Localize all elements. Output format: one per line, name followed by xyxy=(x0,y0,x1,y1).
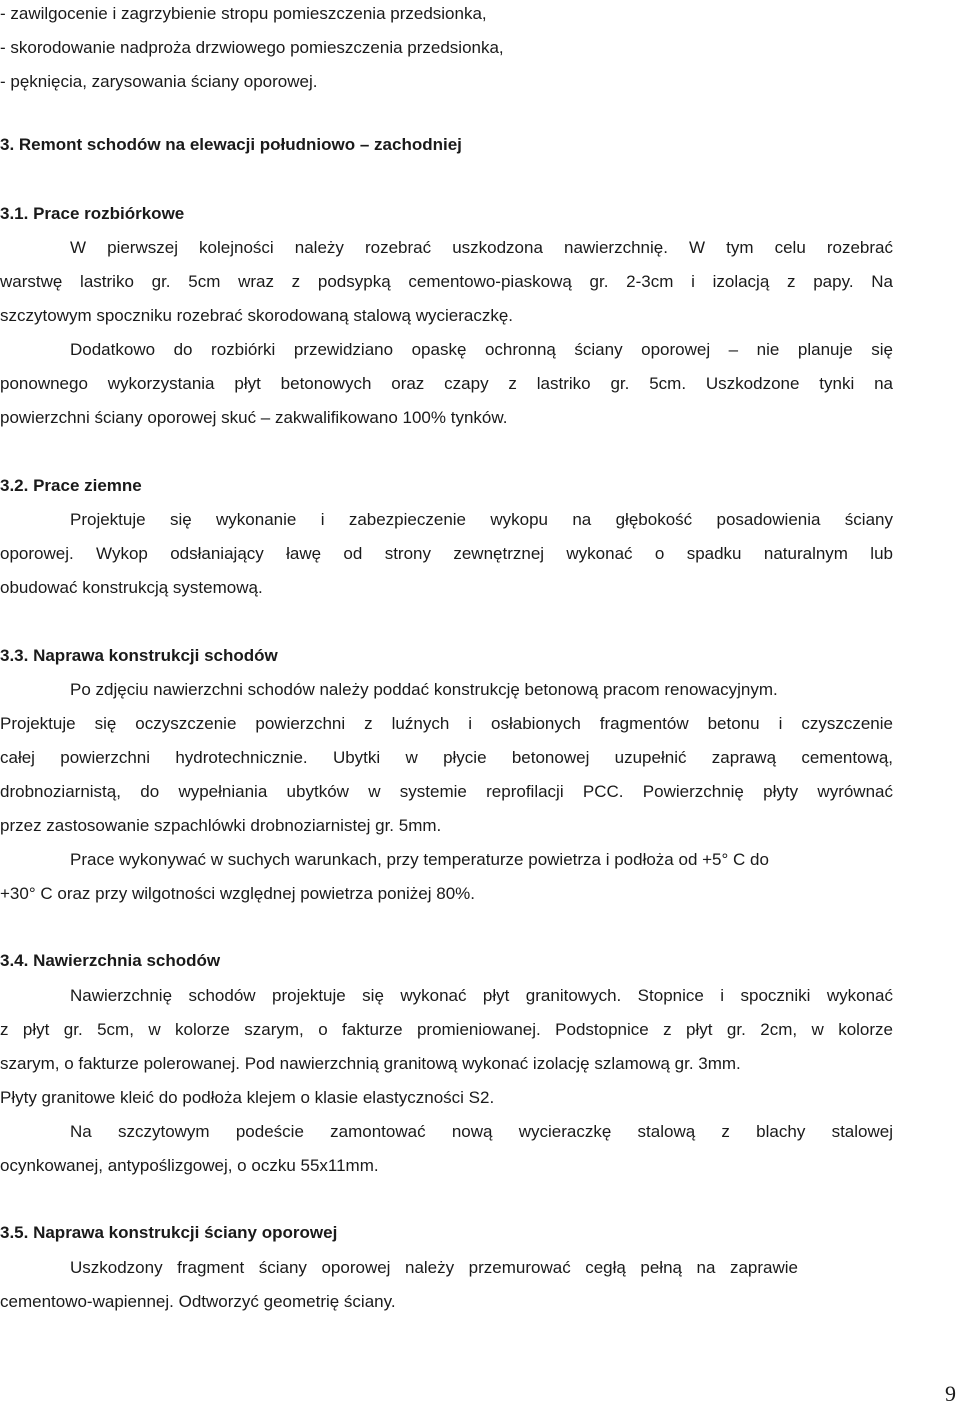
text-line: Na szczytowym podeście zamontować nową wycieraczkę stalową z blachy stalowej xyxy=(70,1122,893,1141)
text-line: Prace wykonywać w suchych warunkach, przy temperaturze powietrza i podłoża od +5° C do xyxy=(70,850,769,869)
text-line: Dodatkowo do rozbiórki przewidziano opaskę ochronną ściany oporowej – nie planuje się xyxy=(70,340,893,359)
text-line: Po zdjęciu nawierzchni schodów należy poddać konstrukcję betonową pracom renowacyjnym. xyxy=(70,680,778,699)
text-line: szczytowym spoczniku rozebrać skorodowaną stalową wycieraczkę. xyxy=(0,306,514,325)
text-line: Uszkodzony fragment ściany oporowej należy przemurować cegłą pełną na zaprawie xyxy=(70,1258,798,1277)
subsection-heading: 3.3. Naprawa konstrukcji schodów xyxy=(0,646,278,665)
text-line: ocynkowanej, antypoślizgowej, o oczku 55x11mm. xyxy=(0,1156,379,1175)
text-line: przez zastosowanie szpachlówki drobnoziarnistej gr. 5mm. xyxy=(0,816,442,835)
subsection-heading: 3.1. Prace rozbiórkowe xyxy=(0,204,185,223)
text-line: - zawilgocenie i zagrzybienie stropu pomieszczenia przedsionka, xyxy=(0,4,487,23)
section-heading: 3. Remont schodów na elewacji południowo – zachodniej xyxy=(0,135,462,154)
text-line: obudować konstrukcją systemową. xyxy=(0,578,263,597)
text-line: cementowo-wapiennej. Odtworzyć geometrię ściany. xyxy=(0,1292,396,1311)
subsection-heading: 3.4. Nawierzchnia schodów xyxy=(0,951,221,970)
subsection-heading: 3.5. Naprawa konstrukcji ściany oporowej xyxy=(0,1223,338,1242)
page-number: 9 xyxy=(945,1381,956,1406)
text-line: z płyt gr. 5cm, w kolorze szarym, o fakturze promieniowanej. Podstopnice z płyt gr. 2cm, w kolorze xyxy=(0,1020,893,1039)
subsection-heading: 3.2. Prace ziemne xyxy=(0,476,142,495)
text-line: całej powierzchni hydrotechnicznie. Ubytki w płycie betonowej uzupełnić zaprawą cementową, xyxy=(0,748,893,767)
text-line: ponownego wykorzystania płyt betonowych oraz czapy z lastriko gr. 5cm. Uszkodzone tynki na xyxy=(0,374,893,393)
text-line: - pęknięcia, zarysowania ściany oporowej. xyxy=(0,72,318,91)
text-line: Projektuje się wykonanie i zabezpieczenie wykopu na głębokość posadowienia ściany xyxy=(70,510,893,529)
text-line: Nawierzchnię schodów projektuje się wykonać płyt granitowych. Stopnice i spoczniki wykonać xyxy=(70,986,893,1005)
text-line: warstwę lastriko gr. 5cm wraz z podsypką cementowo-piaskową gr. 2-3cm i izolacją z papy. Na xyxy=(0,272,893,291)
text-line: drobnoziarnistą, do wypełniania ubytków w systemie reprofilacji PCC. Powierzchnię płyty wyrównać xyxy=(0,782,893,801)
text-line: oporowej. Wykop odsłaniający ławę od strony zewnętrznej wykonać o spadku naturalnym lub xyxy=(0,544,893,563)
text-line: Płyty granitowe kleić do podłoża klejem o klasie elastyczności S2. xyxy=(0,1088,495,1107)
text-line: powierzchni ściany oporowej skuć – zakwalifikowano 100% tynków. xyxy=(0,408,508,427)
text-line: szarym, o fakturze polerowanej. Pod nawierzchnią granitową wykonać izolację szlamową gr. 3mm. xyxy=(0,1054,741,1073)
text-line: Projektuje się oczyszczenie powierzchni z luźnych i osłabionych fragmentów betonu i czyszczenie xyxy=(0,714,893,733)
text-line: - skorodowanie nadproża drzwiowego pomieszczenia przedsionka, xyxy=(0,38,504,57)
text-line: W pierwszej kolejności należy rozebrać uszkodzona nawierzchnię. W tym celu rozebrać xyxy=(70,238,893,257)
text-line: +30° C oraz przy wilgotności względnej powietrza poniżej 80%. xyxy=(0,884,476,903)
